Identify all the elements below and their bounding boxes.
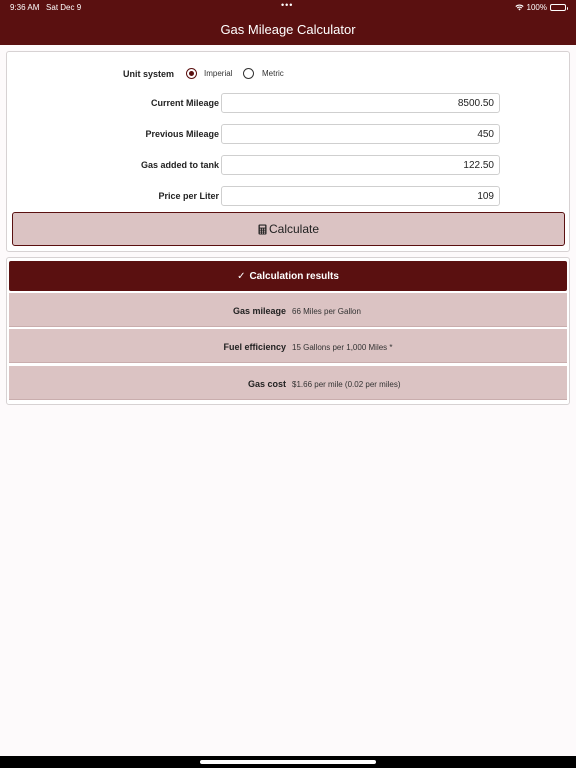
multitasking-dots[interactable]: •••	[281, 0, 294, 10]
status-time: 9:36 AM Sat Dec 9	[10, 3, 82, 12]
previous-mileage-label: Previous Mileage	[145, 129, 219, 139]
battery-icon	[550, 4, 566, 11]
imperial-radio[interactable]	[186, 68, 197, 79]
metric-radio[interactable]	[243, 68, 254, 79]
gas-added-row	[7, 155, 569, 175]
page-title: Gas Mileage Calculator	[220, 22, 356, 37]
result-value: 66 Miles per Gallon	[292, 307, 361, 316]
unit-system-label: Unit system	[122, 69, 174, 79]
previous-mileage-input[interactable]	[221, 124, 500, 144]
nav-bar	[0, 0, 576, 45]
input-card	[6, 51, 570, 252]
results-card	[6, 257, 570, 405]
price-input[interactable]	[221, 186, 500, 206]
results-title: Calculation results	[249, 270, 339, 282]
check-icon: ✓	[237, 270, 246, 282]
current-mileage-row	[7, 93, 569, 113]
result-value: 15 Gallons per 1,000 Miles *	[292, 343, 393, 352]
results-header	[9, 261, 567, 291]
price-row	[7, 186, 569, 206]
result-value: $1.66 per mile (0.02 per miles)	[292, 380, 401, 389]
metric-label[interactable]: Metric	[262, 69, 284, 78]
result-row-fuel-efficiency	[9, 329, 567, 363]
gas-added-label: Gas added to tank	[140, 160, 219, 170]
result-label: Fuel efficiency	[223, 342, 286, 352]
unit-system-row	[7, 68, 569, 82]
calculate-label: Calculate	[268, 222, 320, 236]
wifi-icon	[515, 4, 524, 11]
result-row-gas-mileage	[9, 293, 567, 327]
current-mileage-input[interactable]	[221, 93, 500, 113]
calculate-button[interactable]	[12, 212, 565, 246]
current-mileage-label: Current Mileage	[150, 98, 219, 108]
battery-percent: 100%	[526, 3, 547, 12]
previous-mileage-row	[7, 124, 569, 144]
price-label: Price per Liter	[158, 191, 219, 201]
result-label: Gas mileage	[232, 306, 286, 316]
home-indicator[interactable]	[200, 760, 376, 764]
calculator-icon	[258, 224, 267, 235]
status-bar	[0, 0, 576, 15]
result-label: Gas cost	[247, 379, 286, 389]
result-row-gas-cost	[9, 366, 567, 400]
gas-added-input[interactable]	[221, 155, 500, 175]
status-right	[515, 3, 566, 12]
imperial-label[interactable]: Imperial	[204, 69, 233, 78]
